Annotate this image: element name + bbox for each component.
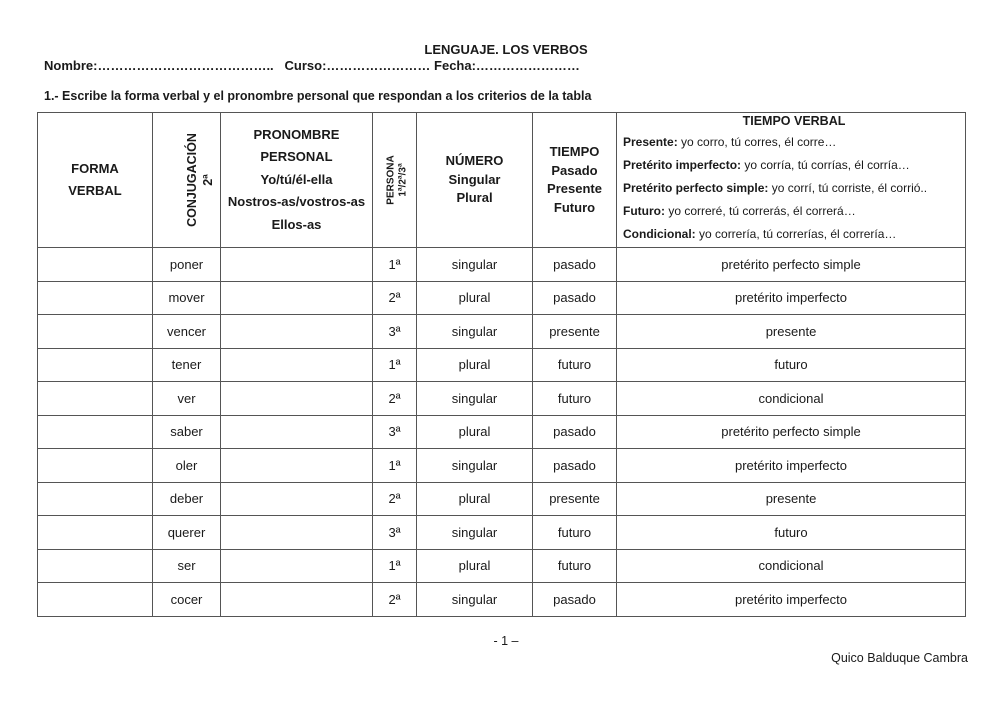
numero-cell: plural: [417, 348, 533, 382]
pronombre-cell[interactable]: [221, 583, 373, 617]
table-row: [38, 482, 966, 516]
tiempo-verbal-cell: pretérito imperfecto: [617, 449, 966, 483]
verbs-table: [37, 112, 966, 617]
forma-verbal-cell[interactable]: [38, 281, 153, 315]
persona-cell: 2ª: [373, 281, 417, 315]
forma-verbal-cell[interactable]: [38, 315, 153, 349]
table-row: [38, 516, 966, 550]
header-pronombre-personal: PRONOMBRE PERSONAL Yo/tú/él-ella Nostros-as/vostros-as Ellos-as: [221, 113, 373, 248]
numero-cell: singular: [417, 516, 533, 550]
header-tiempo-verbal: TIEMPO VERBAL Presente: yo corro, tú corres, él corre… Pretérito imperfecto: yo corría, tú corrías, él corría… Pretérito perfecto simple: yo corrí, tú corriste, él corrió.. Futuro: yo correré, tú correrás, él correrá… Condicional: yo correría, tú correrías, él correría…: [617, 113, 966, 248]
tiempo-cell: pasado: [533, 415, 617, 449]
forma-verbal-cell[interactable]: [38, 248, 153, 282]
verb-cell: deber: [153, 482, 221, 516]
tiempo-verbal-cell: presente: [617, 315, 966, 349]
tiempo-cell: pasado: [533, 248, 617, 282]
tiempo-verbal-cell: presente: [617, 482, 966, 516]
verb-cell: cocer: [153, 583, 221, 617]
numero-cell: plural: [417, 281, 533, 315]
table-row: [38, 348, 966, 382]
numero-cell: plural: [417, 549, 533, 583]
tiempo-cell: futuro: [533, 348, 617, 382]
header-forma-verbal: FORMA VERBAL: [38, 113, 153, 248]
numero-cell: singular: [417, 583, 533, 617]
verb-cell: saber: [153, 415, 221, 449]
table-row: [38, 248, 966, 282]
table-row: [38, 315, 966, 349]
pronombre-cell[interactable]: [221, 348, 373, 382]
pronombre-cell[interactable]: [221, 248, 373, 282]
tiempo-cell: futuro: [533, 516, 617, 550]
persona-cell: 3ª: [373, 516, 417, 550]
table-row: [38, 583, 966, 617]
persona-cell: 3ª: [373, 315, 417, 349]
tiempo-verbal-cell: pretérito perfecto simple: [617, 248, 966, 282]
numero-cell: plural: [417, 482, 533, 516]
page-number: - 1 –: [493, 634, 519, 648]
tiempo-cell: pasado: [533, 281, 617, 315]
table-row: [38, 549, 966, 583]
tiempo-verbal-cell: pretérito perfecto simple: [617, 415, 966, 449]
persona-cell: 2ª: [373, 482, 417, 516]
header-conjugacion: CONJUGACIÓN 2ª: [153, 113, 221, 248]
student-info-line: [44, 58, 580, 73]
forma-verbal-cell[interactable]: [38, 583, 153, 617]
pronombre-cell[interactable]: [221, 415, 373, 449]
verb-cell: poner: [153, 248, 221, 282]
forma-verbal-cell[interactable]: [38, 549, 153, 583]
verb-cell: ser: [153, 549, 221, 583]
numero-cell: singular: [417, 449, 533, 483]
pronombre-cell[interactable]: [221, 516, 373, 550]
tv-presente: Presente: yo corro, tú corres, él corre…: [623, 135, 837, 149]
header-tiempo: TIEMPO Pasado Presente Futuro: [533, 113, 617, 248]
tiempo-cell: presente: [533, 315, 617, 349]
tiempo-cell: pasado: [533, 583, 617, 617]
pronombre-cell[interactable]: [221, 315, 373, 349]
persona-cell: 3ª: [373, 415, 417, 449]
header-numero: NÚMERO Singular Plural: [417, 113, 533, 248]
pronombre-cell[interactable]: [221, 382, 373, 416]
instruction-text: 1.- Escribe la forma verbal y el pronombre personal que respondan a los criterios de la tabla: [44, 89, 592, 103]
tv-preterito-perfecto-simple: Pretérito perfecto simple: yo corrí, tú corriste, él corrió..: [623, 181, 928, 195]
author-name: Quico Balduque Cambra: [831, 651, 968, 665]
tiempo-verbal-cell: condicional: [617, 549, 966, 583]
table-row: [38, 415, 966, 449]
pronombre-cell[interactable]: [221, 482, 373, 516]
pronombre-cell[interactable]: [221, 549, 373, 583]
table-row: [38, 382, 966, 416]
tiempo-cell: futuro: [533, 549, 617, 583]
numero-cell: singular: [417, 248, 533, 282]
tiempo-verbal-cell: futuro: [617, 348, 966, 382]
forma-verbal-cell[interactable]: [38, 516, 153, 550]
forma-verbal-cell[interactable]: [38, 482, 153, 516]
pronombre-cell[interactable]: [221, 449, 373, 483]
persona-cell: 2ª: [373, 382, 417, 416]
tiempo-verbal-cell: pretérito imperfecto: [617, 583, 966, 617]
forma-verbal-cell[interactable]: [38, 415, 153, 449]
verb-cell: mover: [153, 281, 221, 315]
persona-cell: 1ª: [373, 248, 417, 282]
page-title: LENGUAJE. LOS VERBOS: [424, 42, 588, 57]
numero-cell: plural: [417, 415, 533, 449]
persona-cell: 2ª: [373, 583, 417, 617]
tiempo-verbal-cell: futuro: [617, 516, 966, 550]
header-persona: PERSONA 1ª/2ª/3ª: [373, 113, 417, 248]
curso-field[interactable]: Curso:……………………: [284, 58, 431, 73]
tiempo-cell: futuro: [533, 382, 617, 416]
numero-cell: singular: [417, 315, 533, 349]
tiempo-verbal-cell: pretérito imperfecto: [617, 281, 966, 315]
table-row: [38, 281, 966, 315]
tv-preterito-imperfecto: Pretérito imperfecto: yo corría, tú corrías, él corría…: [623, 158, 910, 172]
tiempo-verbal-cell: condicional: [617, 382, 966, 416]
forma-verbal-cell[interactable]: [38, 348, 153, 382]
table-row: [38, 449, 966, 483]
tv-condicional: Condicional: yo correría, tú correrías, él correría…: [623, 227, 897, 241]
persona-cell: 1ª: [373, 348, 417, 382]
verb-cell: tener: [153, 348, 221, 382]
persona-cell: 1ª: [373, 549, 417, 583]
forma-verbal-cell[interactable]: [38, 382, 153, 416]
tiempo-cell: pasado: [533, 449, 617, 483]
verb-cell: oler: [153, 449, 221, 483]
tv-futuro: Futuro: yo correré, tú correrás, él correrá…: [623, 204, 856, 218]
forma-verbal-cell[interactable]: [38, 449, 153, 483]
tiempo-cell: presente: [533, 482, 617, 516]
persona-cell: 1ª: [373, 449, 417, 483]
verb-cell: querer: [153, 516, 221, 550]
fecha-field[interactable]: Fecha:……………………: [434, 58, 580, 73]
table-header-row: [38, 113, 966, 248]
nombre-field[interactable]: Nombre:…………………………………..: [44, 58, 274, 73]
pronombre-cell[interactable]: [221, 281, 373, 315]
numero-cell: singular: [417, 382, 533, 416]
verb-cell: vencer: [153, 315, 221, 349]
verb-cell: ver: [153, 382, 221, 416]
